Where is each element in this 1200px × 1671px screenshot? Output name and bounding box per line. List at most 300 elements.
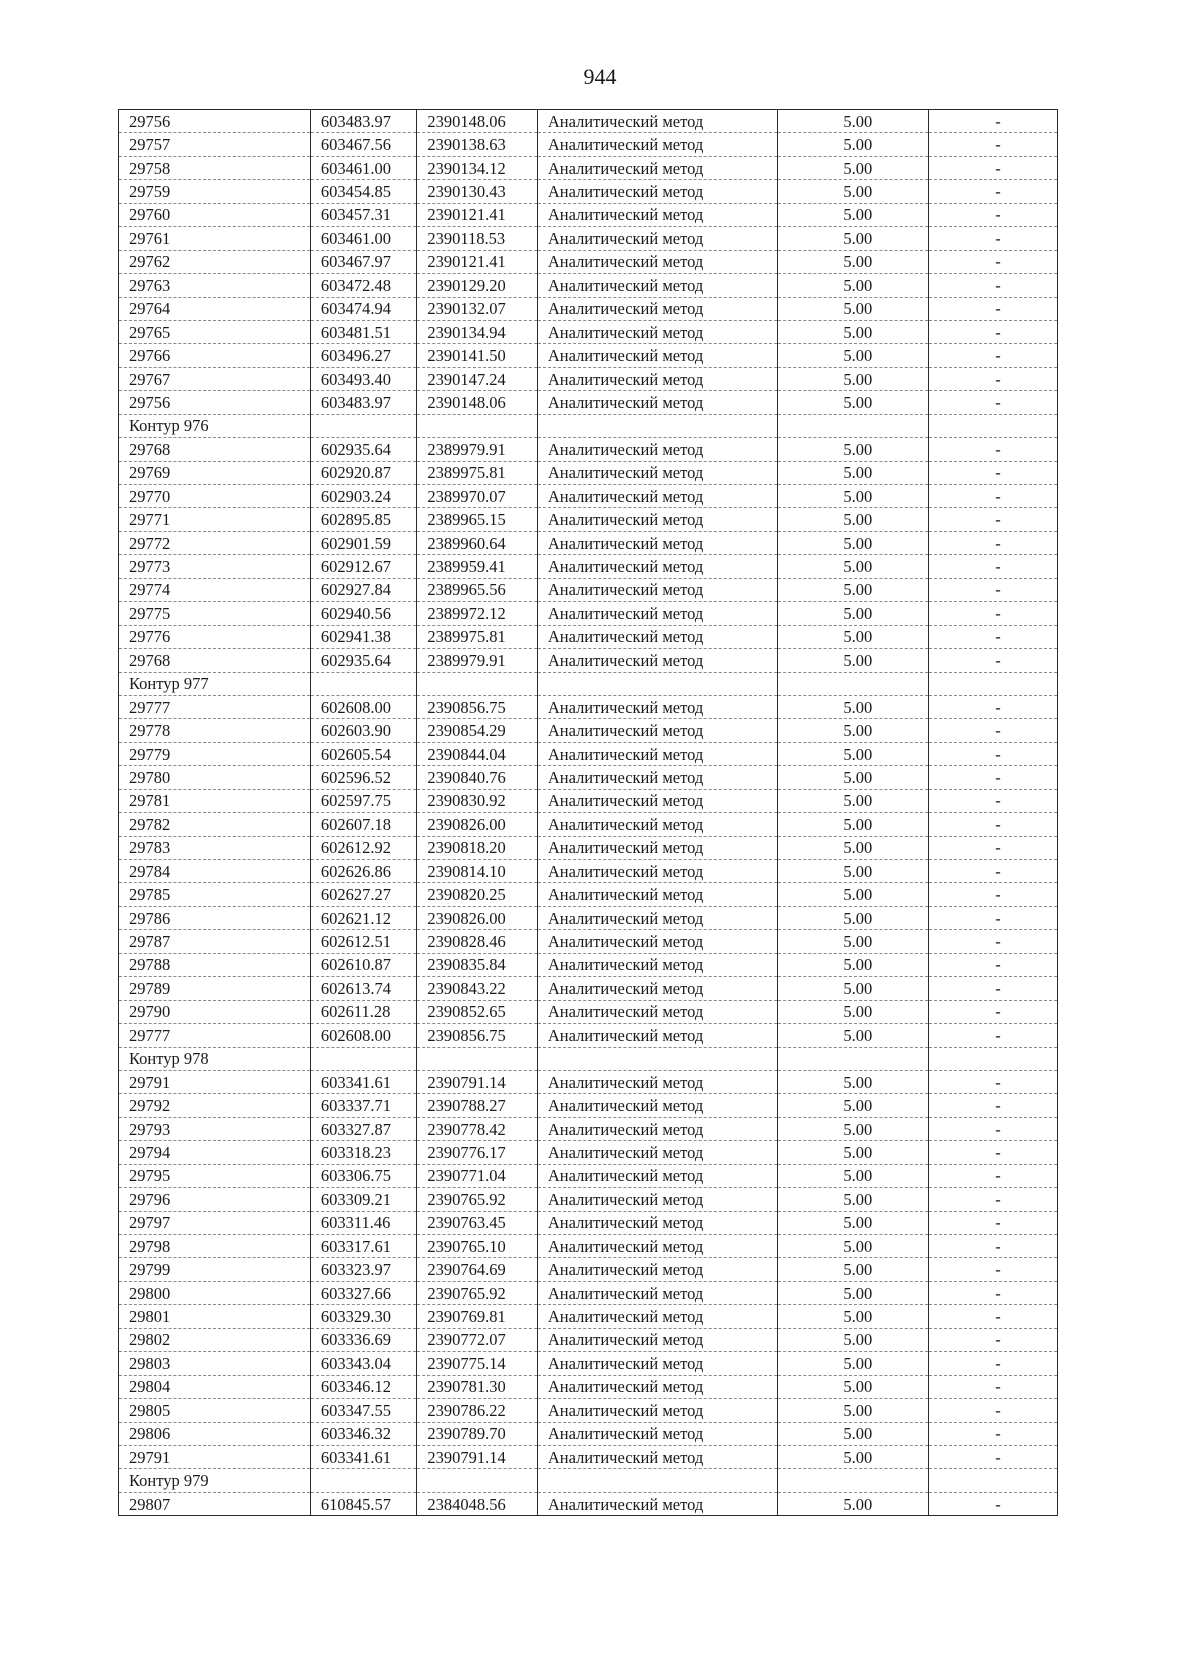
x-coordinate: 602903.24 xyxy=(310,485,417,508)
x-coordinate: 603327.87 xyxy=(310,1117,417,1140)
y-coordinate: 2390765.92 xyxy=(417,1281,537,1304)
empty-cell xyxy=(417,1047,537,1070)
method: Аналитический метод xyxy=(537,461,777,484)
extra-value: - xyxy=(929,906,1058,929)
table-row xyxy=(119,813,1058,836)
extra-value: - xyxy=(929,367,1058,390)
y-coordinate: 2389965.56 xyxy=(417,578,537,601)
table-row xyxy=(119,180,1058,203)
x-coordinate: 603454.85 xyxy=(310,180,417,203)
point-id: 29781 xyxy=(119,789,311,812)
table-row xyxy=(119,1188,1058,1211)
method: Аналитический метод xyxy=(537,789,777,812)
accuracy: 5.00 xyxy=(777,1164,928,1187)
accuracy: 5.00 xyxy=(777,1422,928,1445)
method: Аналитический метод xyxy=(537,203,777,226)
accuracy: 5.00 xyxy=(777,485,928,508)
point-id: 29767 xyxy=(119,367,311,390)
table-row xyxy=(119,906,1058,929)
extra-value: - xyxy=(929,953,1058,976)
table-row xyxy=(119,391,1058,414)
point-id: 29789 xyxy=(119,977,311,1000)
accuracy: 5.00 xyxy=(777,977,928,1000)
point-id: 29759 xyxy=(119,180,311,203)
empty-cell xyxy=(929,414,1058,437)
point-id: 29761 xyxy=(119,227,311,250)
extra-value: - xyxy=(929,813,1058,836)
extra-value: - xyxy=(929,1117,1058,1140)
y-coordinate: 2389965.15 xyxy=(417,508,537,531)
extra-value: - xyxy=(929,485,1058,508)
table-row xyxy=(119,485,1058,508)
x-coordinate: 603457.31 xyxy=(310,203,417,226)
extra-value: - xyxy=(929,531,1058,554)
y-coordinate: 2390788.27 xyxy=(417,1094,537,1117)
x-coordinate: 602603.90 xyxy=(310,719,417,742)
x-coordinate: 603317.61 xyxy=(310,1235,417,1258)
extra-value: - xyxy=(929,1352,1058,1375)
method: Аналитический метод xyxy=(537,485,777,508)
method: Аналитический метод xyxy=(537,531,777,554)
table-row xyxy=(119,695,1058,718)
x-coordinate: 602895.85 xyxy=(310,508,417,531)
table-row xyxy=(119,297,1058,320)
x-coordinate: 602901.59 xyxy=(310,531,417,554)
point-id: 29803 xyxy=(119,1352,311,1375)
accuracy: 5.00 xyxy=(777,508,928,531)
point-id: 29768 xyxy=(119,649,311,672)
point-id: 29762 xyxy=(119,250,311,273)
extra-value: - xyxy=(929,789,1058,812)
empty-cell xyxy=(777,414,928,437)
y-coordinate: 2390764.69 xyxy=(417,1258,537,1281)
table-row xyxy=(119,1258,1058,1281)
point-id: 29777 xyxy=(119,695,311,718)
method: Аналитический метод xyxy=(537,860,777,883)
point-id: 29805 xyxy=(119,1399,311,1422)
point-id: 29766 xyxy=(119,344,311,367)
table-row xyxy=(119,602,1058,625)
y-coordinate: 2390791.14 xyxy=(417,1445,537,1468)
method: Аналитический метод xyxy=(537,813,777,836)
y-coordinate: 2390820.25 xyxy=(417,883,537,906)
x-coordinate: 602941.38 xyxy=(310,625,417,648)
y-coordinate: 2389970.07 xyxy=(417,485,537,508)
method: Аналитический метод xyxy=(537,1188,777,1211)
x-coordinate: 603343.04 xyxy=(310,1352,417,1375)
method: Аналитический метод xyxy=(537,883,777,906)
table-row xyxy=(119,1235,1058,1258)
extra-value: - xyxy=(929,1094,1058,1117)
extra-value: - xyxy=(929,1070,1058,1093)
contour-label: Контур 978 xyxy=(119,1047,311,1070)
point-id: 29793 xyxy=(119,1117,311,1140)
y-coordinate: 2390778.42 xyxy=(417,1117,537,1140)
table-row xyxy=(119,1000,1058,1023)
extra-value: - xyxy=(929,742,1058,765)
point-id: 29778 xyxy=(119,719,311,742)
accuracy: 5.00 xyxy=(777,766,928,789)
accuracy: 5.00 xyxy=(777,742,928,765)
accuracy: 5.00 xyxy=(777,438,928,461)
method: Аналитический метод xyxy=(537,977,777,1000)
method: Аналитический метод xyxy=(537,391,777,414)
point-id: 29798 xyxy=(119,1235,311,1258)
accuracy: 5.00 xyxy=(777,625,928,648)
point-id: 29785 xyxy=(119,883,311,906)
y-coordinate: 2390814.10 xyxy=(417,860,537,883)
x-coordinate: 603347.55 xyxy=(310,1399,417,1422)
x-coordinate: 602613.74 xyxy=(310,977,417,1000)
y-coordinate: 2390118.53 xyxy=(417,227,537,250)
point-id: 29787 xyxy=(119,930,311,953)
empty-cell xyxy=(929,1047,1058,1070)
point-id: 29757 xyxy=(119,133,311,156)
accuracy: 5.00 xyxy=(777,1445,928,1468)
point-id: 29779 xyxy=(119,742,311,765)
accuracy: 5.00 xyxy=(777,274,928,297)
empty-cell xyxy=(777,672,928,695)
x-coordinate: 603496.27 xyxy=(310,344,417,367)
accuracy: 5.00 xyxy=(777,555,928,578)
y-coordinate: 2390828.46 xyxy=(417,930,537,953)
accuracy: 5.00 xyxy=(777,461,928,484)
accuracy: 5.00 xyxy=(777,250,928,273)
extra-value: - xyxy=(929,344,1058,367)
x-coordinate: 602612.92 xyxy=(310,836,417,859)
method: Аналитический метод xyxy=(537,1445,777,1468)
accuracy: 5.00 xyxy=(777,367,928,390)
method: Аналитический метод xyxy=(537,1094,777,1117)
table-row xyxy=(119,766,1058,789)
x-coordinate: 602596.52 xyxy=(310,766,417,789)
y-coordinate: 2390818.20 xyxy=(417,836,537,859)
method: Аналитический метод xyxy=(537,1328,777,1351)
y-coordinate: 2390141.50 xyxy=(417,344,537,367)
y-coordinate: 2390856.75 xyxy=(417,1024,537,1047)
method: Аналитический метод xyxy=(537,438,777,461)
y-coordinate: 2390765.10 xyxy=(417,1235,537,1258)
point-id: 29773 xyxy=(119,555,311,578)
empty-cell xyxy=(310,1047,417,1070)
extra-value: - xyxy=(929,766,1058,789)
table-row xyxy=(119,625,1058,648)
accuracy: 5.00 xyxy=(777,531,928,554)
y-coordinate: 2390852.65 xyxy=(417,1000,537,1023)
extra-value: - xyxy=(929,274,1058,297)
x-coordinate: 602912.67 xyxy=(310,555,417,578)
y-coordinate: 2389979.91 xyxy=(417,649,537,672)
y-coordinate: 2390132.07 xyxy=(417,297,537,320)
point-id: 29774 xyxy=(119,578,311,601)
method: Аналитический метод xyxy=(537,227,777,250)
point-id: 29786 xyxy=(119,906,311,929)
point-id: 29756 xyxy=(119,110,311,133)
point-id: 29796 xyxy=(119,1188,311,1211)
table-row xyxy=(119,110,1058,133)
x-coordinate: 603309.21 xyxy=(310,1188,417,1211)
extra-value: - xyxy=(929,133,1058,156)
x-coordinate: 602612.51 xyxy=(310,930,417,953)
method: Аналитический метод xyxy=(537,1492,777,1515)
point-id: 29784 xyxy=(119,860,311,883)
table-row xyxy=(119,250,1058,273)
table-row xyxy=(119,1117,1058,1140)
extra-value: - xyxy=(929,1492,1058,1515)
y-coordinate: 2389979.91 xyxy=(417,438,537,461)
point-id: 29806 xyxy=(119,1422,311,1445)
x-coordinate: 610845.57 xyxy=(310,1492,417,1515)
point-id: 29769 xyxy=(119,461,311,484)
y-coordinate: 2389959.41 xyxy=(417,555,537,578)
method: Аналитический метод xyxy=(537,1352,777,1375)
accuracy: 5.00 xyxy=(777,1094,928,1117)
method: Аналитический метод xyxy=(537,906,777,929)
table-row xyxy=(119,320,1058,343)
point-id: 29770 xyxy=(119,485,311,508)
x-coordinate: 603327.66 xyxy=(310,1281,417,1304)
method: Аналитический метод xyxy=(537,578,777,601)
empty-cell xyxy=(777,1047,928,1070)
empty-cell xyxy=(929,1469,1058,1492)
extra-value: - xyxy=(929,883,1058,906)
y-coordinate: 2390148.06 xyxy=(417,110,537,133)
y-coordinate: 2390765.92 xyxy=(417,1188,537,1211)
y-coordinate: 2390134.12 xyxy=(417,156,537,179)
extra-value: - xyxy=(929,110,1058,133)
extra-value: - xyxy=(929,1164,1058,1187)
extra-value: - xyxy=(929,1258,1058,1281)
method: Аналитический метод xyxy=(537,1164,777,1187)
table-row xyxy=(119,836,1058,859)
method: Аналитический метод xyxy=(537,930,777,953)
table-row xyxy=(119,953,1058,976)
x-coordinate: 602940.56 xyxy=(310,602,417,625)
table-row xyxy=(119,719,1058,742)
accuracy: 5.00 xyxy=(777,1188,928,1211)
y-coordinate: 2390771.04 xyxy=(417,1164,537,1187)
extra-value: - xyxy=(929,297,1058,320)
y-coordinate: 2390772.07 xyxy=(417,1328,537,1351)
y-coordinate: 2390830.92 xyxy=(417,789,537,812)
accuracy: 5.00 xyxy=(777,578,928,601)
method: Аналитический метод xyxy=(537,1211,777,1234)
extra-value: - xyxy=(929,860,1058,883)
table-row xyxy=(119,1164,1058,1187)
y-coordinate: 2390148.06 xyxy=(417,391,537,414)
table-row xyxy=(119,860,1058,883)
point-id: 29790 xyxy=(119,1000,311,1023)
extra-value: - xyxy=(929,977,1058,1000)
accuracy: 5.00 xyxy=(777,649,928,672)
y-coordinate: 2390781.30 xyxy=(417,1375,537,1398)
x-coordinate: 603318.23 xyxy=(310,1141,417,1164)
x-coordinate: 603483.97 xyxy=(310,110,417,133)
point-id: 29788 xyxy=(119,953,311,976)
table-row xyxy=(119,1070,1058,1093)
y-coordinate: 2390791.14 xyxy=(417,1070,537,1093)
table-row xyxy=(119,555,1058,578)
x-coordinate: 602935.64 xyxy=(310,438,417,461)
y-coordinate: 2384048.56 xyxy=(417,1492,537,1515)
accuracy: 5.00 xyxy=(777,1141,928,1164)
method: Аналитический метод xyxy=(537,1117,777,1140)
table-row xyxy=(119,1352,1058,1375)
contour-label: Контур 977 xyxy=(119,672,311,695)
empty-cell xyxy=(537,1469,777,1492)
accuracy: 5.00 xyxy=(777,1352,928,1375)
x-coordinate: 603337.71 xyxy=(310,1094,417,1117)
accuracy: 5.00 xyxy=(777,1399,928,1422)
method: Аналитический метод xyxy=(537,1281,777,1304)
method: Аналитический метод xyxy=(537,250,777,273)
accuracy: 5.00 xyxy=(777,1117,928,1140)
x-coordinate: 602611.28 xyxy=(310,1000,417,1023)
point-id: 29777 xyxy=(119,1024,311,1047)
x-coordinate: 602621.12 xyxy=(310,906,417,929)
point-id: 29795 xyxy=(119,1164,311,1187)
table-row xyxy=(119,531,1058,554)
extra-value: - xyxy=(929,250,1058,273)
point-id: 29763 xyxy=(119,274,311,297)
extra-value: - xyxy=(929,602,1058,625)
extra-value: - xyxy=(929,508,1058,531)
table-row xyxy=(119,1024,1058,1047)
y-coordinate: 2390138.63 xyxy=(417,133,537,156)
y-coordinate: 2390854.29 xyxy=(417,719,537,742)
table-row xyxy=(119,274,1058,297)
table-row xyxy=(119,649,1058,672)
method: Аналитический метод xyxy=(537,555,777,578)
table-row xyxy=(119,461,1058,484)
point-id: 29799 xyxy=(119,1258,311,1281)
x-coordinate: 603472.48 xyxy=(310,274,417,297)
x-coordinate: 603483.97 xyxy=(310,391,417,414)
extra-value: - xyxy=(929,1399,1058,1422)
method: Аналитический метод xyxy=(537,508,777,531)
y-coordinate: 2390843.22 xyxy=(417,977,537,1000)
accuracy: 5.00 xyxy=(777,344,928,367)
extra-value: - xyxy=(929,1141,1058,1164)
x-coordinate: 602920.87 xyxy=(310,461,417,484)
table-row xyxy=(119,1305,1058,1328)
x-coordinate: 603346.12 xyxy=(310,1375,417,1398)
extra-value: - xyxy=(929,1422,1058,1445)
x-coordinate: 603329.30 xyxy=(310,1305,417,1328)
point-id: 29807 xyxy=(119,1492,311,1515)
contour-header-row xyxy=(119,1469,1058,1492)
method: Аналитический метод xyxy=(537,110,777,133)
y-coordinate: 2390121.41 xyxy=(417,250,537,273)
empty-cell xyxy=(537,1047,777,1070)
extra-value: - xyxy=(929,320,1058,343)
accuracy: 5.00 xyxy=(777,110,928,133)
y-coordinate: 2389960.64 xyxy=(417,531,537,554)
point-id: 29792 xyxy=(119,1094,311,1117)
table-row xyxy=(119,1141,1058,1164)
accuracy: 5.00 xyxy=(777,1070,928,1093)
empty-cell xyxy=(310,414,417,437)
empty-cell xyxy=(929,672,1058,695)
accuracy: 5.00 xyxy=(777,156,928,179)
extra-value: - xyxy=(929,203,1058,226)
x-coordinate: 603336.69 xyxy=(310,1328,417,1351)
x-coordinate: 602597.75 xyxy=(310,789,417,812)
x-coordinate: 603341.61 xyxy=(310,1445,417,1468)
y-coordinate: 2390775.14 xyxy=(417,1352,537,1375)
method: Аналитический метод xyxy=(537,766,777,789)
extra-value: - xyxy=(929,1305,1058,1328)
method: Аналитический метод xyxy=(537,602,777,625)
table-row xyxy=(119,227,1058,250)
method: Аналитический метод xyxy=(537,274,777,297)
method: Аналитический метод xyxy=(537,320,777,343)
method: Аналитический метод xyxy=(537,1000,777,1023)
method: Аналитический метод xyxy=(537,625,777,648)
point-id: 29775 xyxy=(119,602,311,625)
x-coordinate: 602608.00 xyxy=(310,695,417,718)
accuracy: 5.00 xyxy=(777,813,928,836)
empty-cell xyxy=(310,672,417,695)
extra-value: - xyxy=(929,461,1058,484)
method: Аналитический метод xyxy=(537,1399,777,1422)
extra-value: - xyxy=(929,180,1058,203)
extra-value: - xyxy=(929,555,1058,578)
y-coordinate: 2390786.22 xyxy=(417,1399,537,1422)
table-row xyxy=(119,1281,1058,1304)
extra-value: - xyxy=(929,578,1058,601)
x-coordinate: 602626.86 xyxy=(310,860,417,883)
extra-value: - xyxy=(929,391,1058,414)
point-id: 29765 xyxy=(119,320,311,343)
accuracy: 5.00 xyxy=(777,1235,928,1258)
table-row xyxy=(119,883,1058,906)
accuracy: 5.00 xyxy=(777,1024,928,1047)
extra-value: - xyxy=(929,1445,1058,1468)
accuracy: 5.00 xyxy=(777,930,928,953)
empty-cell xyxy=(310,1469,417,1492)
page-number: 944 xyxy=(583,64,617,89)
x-coordinate: 603474.94 xyxy=(310,297,417,320)
x-coordinate: 603467.56 xyxy=(310,133,417,156)
empty-cell xyxy=(537,672,777,695)
y-coordinate: 2390776.17 xyxy=(417,1141,537,1164)
y-coordinate: 2390147.24 xyxy=(417,367,537,390)
point-id: 29756 xyxy=(119,391,311,414)
table-row xyxy=(119,1492,1058,1515)
y-coordinate: 2390789.70 xyxy=(417,1422,537,1445)
accuracy: 5.00 xyxy=(777,297,928,320)
table-row xyxy=(119,344,1058,367)
table-row xyxy=(119,930,1058,953)
x-coordinate: 602935.64 xyxy=(310,649,417,672)
method: Аналитический метод xyxy=(537,180,777,203)
table-row xyxy=(119,508,1058,531)
table-row xyxy=(119,1422,1058,1445)
point-id: 29760 xyxy=(119,203,311,226)
accuracy: 5.00 xyxy=(777,1305,928,1328)
contour-header-row xyxy=(119,1047,1058,1070)
x-coordinate: 603323.97 xyxy=(310,1258,417,1281)
x-coordinate: 603346.32 xyxy=(310,1422,417,1445)
point-id: 29797 xyxy=(119,1211,311,1234)
accuracy: 5.00 xyxy=(777,860,928,883)
method: Аналитический метод xyxy=(537,649,777,672)
extra-value: - xyxy=(929,1281,1058,1304)
method: Аналитический метод xyxy=(537,1305,777,1328)
point-id: 29782 xyxy=(119,813,311,836)
accuracy: 5.00 xyxy=(777,719,928,742)
